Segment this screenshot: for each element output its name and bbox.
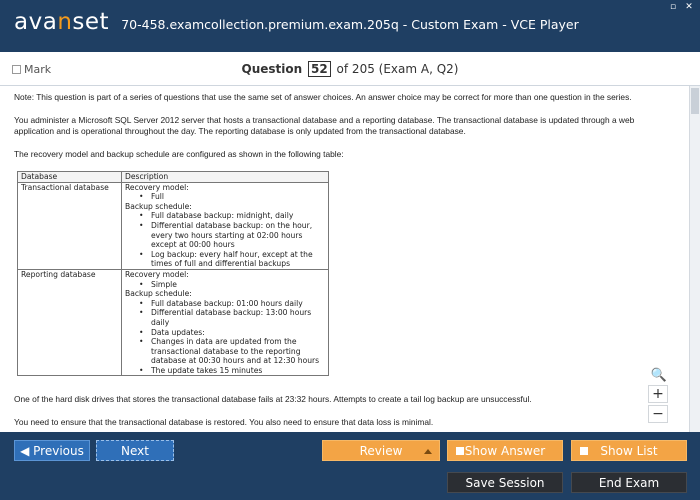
show-answer-label: Show Answer	[464, 444, 546, 458]
previous-arrow-icon: ◀	[20, 444, 34, 458]
review-label: Review	[359, 444, 403, 458]
question-content	[0, 86, 689, 432]
question-paragraph-2: The recovery model and backup schedule are configured as shown in the following table:	[14, 148, 344, 159]
list-item: • Full	[125, 192, 325, 202]
list-item: • Changes in data are updated from the transactional database to the reporting database at 00:30 hours and at 12:30 hours	[125, 337, 325, 366]
question-bar	[0, 52, 700, 86]
next-button[interactable]: Next	[96, 440, 174, 461]
previous-button[interactable]	[14, 440, 90, 461]
backup-schedule-list	[125, 211, 325, 269]
show-list-checkbox[interactable]	[580, 447, 588, 455]
question-note: Note: This question is part of a series of questions that use the same set of answer choices. An answer choice may be correct for more than one question in the series.	[14, 92, 632, 102]
table-cell-database: Reporting database	[18, 269, 122, 376]
question-paragraph-1: You administer a Microsoft SQL Server 2012 server that hosts a transactional database and a reporting database. The transactional database is updated through a web application and is operational throughout the day. The reporting database is only updated from the transactional database.	[14, 114, 635, 136]
recovery-model-label: Recovery model:	[125, 182, 189, 192]
avanset-logo: avanset	[14, 9, 110, 35]
previous-label: Previous	[33, 444, 84, 458]
content-scrollbar[interactable]	[689, 86, 700, 432]
backup-schedule-list	[125, 299, 325, 376]
question-number-input[interactable]: 52	[308, 61, 331, 77]
window-controls	[668, 2, 694, 12]
restore-window-icon[interactable]: ▫	[669, 2, 677, 12]
question-indicator	[0, 61, 700, 77]
save-session-button[interactable]: Save Session	[447, 472, 563, 493]
list-item: • Differential database backup: on the hour, every two hours starting at 02:00 hours except at 00:00 hours	[125, 221, 325, 250]
zoom-out-button[interactable]: −	[648, 405, 668, 423]
list-item: • Data updates:	[125, 328, 325, 338]
table-header-database: Database	[18, 172, 122, 183]
list-item: • Log backup: every half hour, except at the times of full and differential backups	[125, 250, 325, 269]
table-row	[18, 269, 329, 376]
question-paragraph-4: You need to ensure that the transactional database is restored. You also need to ensure that data loss is minimal.	[14, 416, 434, 427]
recovery-model-label: Recovery model:	[125, 269, 189, 279]
question-paragraph-3: One of the hard disk drives that stores the transactional database fails at 23:32 hours. Attempts to create a tail log backup are unsuccessful.	[14, 394, 532, 405]
backup-schedule-label: Backup schedule:	[125, 201, 192, 211]
table-header-row	[18, 172, 329, 183]
list-item: • Differential database backup: 13:00 hours daily	[125, 308, 325, 327]
magnifier-icon: 🔍	[650, 368, 668, 383]
show-answer-checkbox[interactable]	[456, 447, 464, 455]
backup-schedule-label: Backup schedule:	[125, 289, 192, 299]
question-label: Question	[241, 62, 303, 76]
list-item: • Full database backup: midnight, daily	[125, 211, 325, 221]
schedule-table	[17, 171, 329, 376]
mark-label: Mark	[24, 63, 52, 76]
table-row	[18, 182, 329, 269]
zoom-in-button[interactable]: +	[648, 385, 668, 403]
show-answer-button[interactable]	[447, 440, 563, 461]
list-item: • Full database backup: 01:00 hours daily	[125, 299, 325, 309]
zoom-controls	[648, 368, 670, 423]
window-title: 70-458.examcollection.premium.exam.205q - Custom Exam - VCE Player	[121, 17, 579, 32]
recovery-model-list	[125, 280, 325, 290]
review-button[interactable]	[322, 440, 440, 461]
close-window-icon[interactable]: ✕	[685, 2, 693, 12]
show-list-label: Show List	[600, 444, 658, 458]
review-expand-icon[interactable]	[424, 449, 432, 454]
table-cell-database: Transactional database	[18, 182, 122, 269]
table-header-description: Description	[122, 172, 329, 183]
list-item: • Simple	[125, 280, 325, 290]
table-cell-description	[122, 182, 329, 269]
list-item: • The update takes 15 minutes	[125, 366, 325, 376]
recovery-model-list	[125, 192, 325, 202]
table-cell-description	[122, 269, 329, 376]
show-list-button[interactable]	[571, 440, 687, 461]
title-bar	[0, 0, 700, 52]
scrollbar-thumb[interactable]	[691, 88, 699, 114]
end-exam-button[interactable]: End Exam	[571, 472, 687, 493]
question-count: of 205 (Exam A, Q2)	[336, 62, 459, 76]
